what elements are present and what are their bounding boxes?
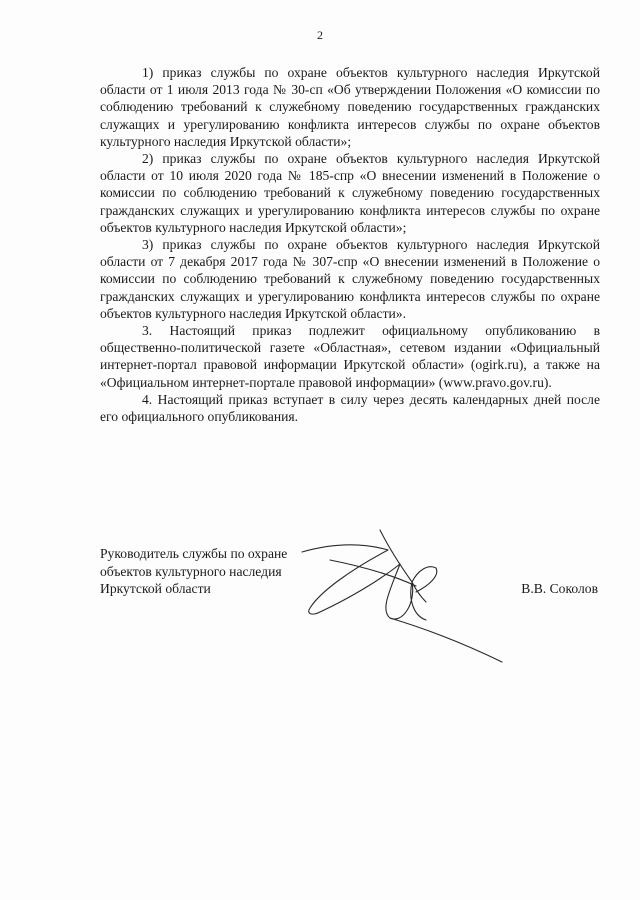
signatory-name: В.В. Соколов [521, 581, 598, 596]
signatory-title-line-3: Иркутской области [100, 581, 211, 597]
paragraph-publication: 3. Настоящий приказ подлежит официальному опубликованию в общественно-политической газете «Областная», сетевом издании «Официальный интернет-портал правовой информации Иркутской области» (ogirk.ru), а также на «Официальном интернет-портале правовой информации» (www.pravo.gov.ru). [100, 323, 600, 390]
paragraph-item-1: 1) приказ службы по охране объектов культурного наследия Иркутской области от 1 июля 2013 года № 30-сп «Об утверждении Положения «О комиссии по соблюдению требований к служебному поведению государственных гражданских служащих и урегулированию конфликта интересов службы по охране объектов культурного наследия Иркутской области»; [100, 65, 600, 149]
signatory-title-line-2: объектов культурного наследия [100, 563, 282, 579]
paragraph-item-2: 2) приказ службы по охране объектов культурного наследия Иркутской области от 10 июля 2020 года № 185-спр «О внесении изменений в Положение о комиссии по соблюдению требований к служебному поведению государственных гражданских служащих и урегулированию конфликта интересов службы по охране объектов культурного наследия Иркутской области»; [100, 151, 600, 235]
document-body [100, 64, 600, 425]
signatory-title-line-1: Руководитель службы по охране [100, 546, 288, 561]
paragraph-effective-date: 4. Настоящий приказ вступает в силу через десять календарных дней после его официального опубликования. [100, 391, 600, 425]
signature-block [100, 545, 600, 598]
page-number: 2 [317, 28, 323, 42]
paragraph-item-3: 3) приказ службы по охране объектов культурного наследия Иркутской области от 7 декабря 2017 года № 307-спр «О внесении изменений в Положение о комиссии по соблюдению требований к служебному поведению государственных гражданских служащих и урегулированию конфликта интересов службы по охране объектов культурного наследия Иркутской области». [100, 237, 600, 321]
